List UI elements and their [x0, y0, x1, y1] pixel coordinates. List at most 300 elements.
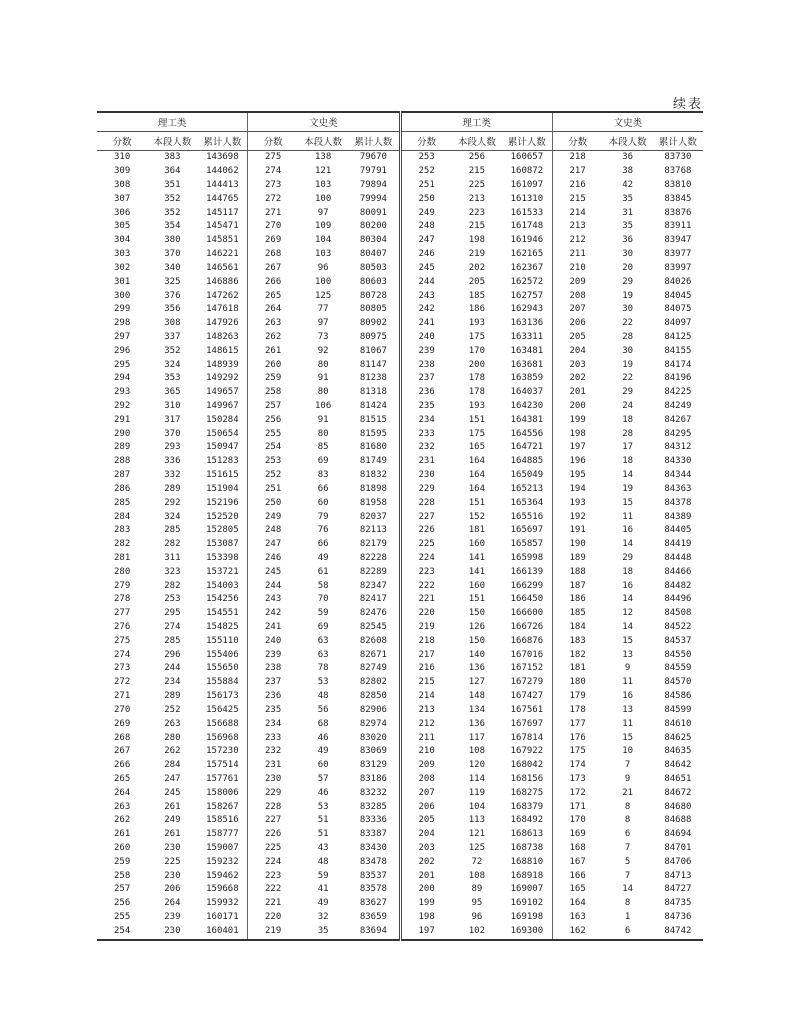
table-cell: 84727	[664, 884, 692, 895]
table-cell: 168042	[502, 759, 552, 773]
table-cell: 218	[569, 152, 586, 163]
col-count: 本段人数	[603, 132, 653, 151]
table-cell: 197	[569, 442, 586, 453]
table-cell: 238	[418, 359, 435, 370]
table-row	[402, 759, 704, 773]
table-cell: 175	[468, 428, 485, 439]
table-row	[97, 925, 399, 940]
left-group-science: 理工类	[97, 112, 248, 132]
table-cell: 203	[418, 843, 435, 854]
table-cell: 232	[264, 746, 282, 757]
table-cell: 80	[317, 387, 329, 398]
table-cell: 231	[264, 760, 282, 771]
table-row	[402, 220, 704, 234]
table-cell: 81680	[359, 442, 387, 453]
table-cell: 203	[569, 359, 586, 370]
table-cell: 206	[569, 318, 586, 329]
table-cell: 284	[164, 760, 181, 771]
table-cell: 30	[622, 249, 634, 260]
table-cell: 82228	[359, 552, 387, 563]
table-cell: 147926	[198, 317, 248, 331]
table-cell: 109	[314, 221, 332, 232]
table-row	[97, 911, 399, 925]
table-cell: 84570	[664, 677, 692, 688]
table-cell: 82289	[359, 566, 387, 577]
table-cell: 83694	[348, 925, 398, 940]
table-cell: 224	[418, 552, 435, 563]
table-row	[402, 800, 704, 814]
table-cell: 237	[418, 373, 435, 384]
table-cell: 221	[264, 898, 282, 909]
table-cell: 83578	[359, 884, 387, 895]
table-row	[97, 842, 399, 856]
table-cell: 249	[164, 815, 181, 826]
score-distribution-tables	[97, 111, 703, 941]
table-cell: 167152	[502, 662, 552, 676]
table-row	[402, 855, 704, 869]
table-row	[97, 179, 399, 193]
table-cell: 80805	[359, 304, 387, 315]
table-cell: 229	[264, 787, 282, 798]
table-cell: 354	[164, 221, 181, 232]
table-cell: 228	[264, 801, 282, 812]
table-cell: 165213	[502, 483, 552, 497]
table-cell: 84522	[664, 622, 692, 633]
table-cell: 225	[418, 539, 435, 550]
table-row	[97, 289, 399, 303]
table-cell: 164	[569, 898, 586, 909]
table-cell: 246	[418, 249, 435, 260]
table-cell: 240	[418, 331, 435, 342]
table-cell: 43	[317, 843, 329, 854]
table-cell: 79670	[359, 152, 387, 163]
table-cell: 5	[624, 856, 631, 867]
table-cell: 160657	[502, 151, 552, 165]
table-cell: 211	[569, 249, 586, 260]
table-cell: 293	[113, 387, 131, 398]
table-cell: 226	[264, 829, 282, 840]
table-cell: 8	[624, 815, 631, 826]
table-cell: 16	[622, 525, 634, 536]
table-cell: 84125	[664, 331, 692, 342]
table-cell: 336	[164, 456, 181, 467]
table-row	[402, 814, 704, 828]
table-row	[97, 773, 399, 787]
table-cell: 150284	[198, 413, 248, 427]
table-cell: 42	[622, 180, 634, 191]
table-cell: 41	[317, 884, 329, 895]
table-cell: 270	[113, 704, 131, 715]
table-cell: 205	[418, 815, 435, 826]
table-cell: 7	[624, 760, 631, 771]
table-cell: 263	[264, 318, 282, 329]
table-row	[402, 745, 704, 759]
table-cell: 226	[418, 525, 435, 536]
right-table	[402, 111, 704, 941]
table-row	[97, 427, 399, 441]
table-row	[402, 690, 704, 704]
table-cell: 257	[264, 401, 282, 412]
table-cell: 209	[418, 760, 435, 771]
table-cell: 266	[264, 276, 282, 287]
table-cell: 237	[264, 677, 282, 688]
table-cell: 165516	[502, 510, 552, 524]
table-cell: 83	[317, 470, 329, 481]
table-cell: 60	[317, 760, 329, 771]
table-cell: 364	[164, 166, 181, 177]
table-cell: 158006	[198, 786, 248, 800]
table-cell: 231	[418, 456, 435, 467]
table-row	[97, 331, 399, 345]
table-row	[97, 344, 399, 358]
table-cell: 160	[468, 539, 485, 550]
table-cell: 104	[468, 801, 485, 812]
table-cell: 29	[622, 276, 634, 287]
table-cell: 243	[418, 290, 435, 301]
table-cell: 82850	[359, 691, 387, 702]
table-cell: 175	[569, 746, 586, 757]
table-cell: 167427	[502, 690, 552, 704]
table-row	[402, 483, 704, 497]
col-score: 分数	[552, 132, 602, 151]
table-cell: 253	[264, 456, 282, 467]
table-cell: 214	[418, 691, 435, 702]
table-cell: 213	[418, 704, 435, 715]
table-row	[97, 151, 399, 165]
table-cell: 83659	[359, 912, 387, 923]
table-cell: 155110	[198, 634, 248, 648]
table-cell: 153398	[198, 552, 248, 566]
table-row	[402, 704, 704, 718]
table-cell: 82417	[359, 594, 387, 605]
table-cell: 215	[418, 677, 435, 688]
table-cell: 214	[569, 207, 586, 218]
table-row	[97, 538, 399, 552]
table-row	[402, 773, 704, 787]
table-cell: 13	[622, 704, 634, 715]
table-cell: 46	[317, 732, 329, 743]
table-cell: 168	[569, 843, 586, 854]
table-cell: 202	[468, 262, 485, 273]
table-cell: 156688	[198, 717, 248, 731]
table-cell: 223	[418, 566, 435, 577]
table-cell: 161097	[502, 179, 552, 193]
table-cell: 84537	[664, 635, 692, 646]
table-cell: 198	[468, 235, 485, 246]
table-cell: 165697	[502, 524, 552, 538]
table-cell: 149657	[198, 386, 248, 400]
table-row	[402, 400, 704, 414]
table-cell: 84267	[664, 414, 692, 425]
table-cell: 82545	[359, 622, 387, 633]
table-cell: 220	[418, 608, 435, 619]
table-cell: 147262	[198, 289, 248, 303]
table-cell: 14	[622, 470, 634, 481]
table-cell: 352	[164, 345, 181, 356]
left-group-arts: 文史类	[248, 112, 399, 132]
table-cell: 82179	[359, 539, 387, 550]
table-cell: 219	[468, 249, 485, 260]
table-cell: 161946	[502, 234, 552, 248]
table-row	[97, 814, 399, 828]
table-cell: 242	[418, 304, 435, 315]
table-cell: 58	[317, 580, 329, 591]
table-cell: 376	[164, 290, 181, 301]
table-cell: 251	[418, 180, 435, 191]
table-row	[402, 372, 704, 386]
left-table-body	[97, 151, 399, 941]
table-cell: 278	[113, 594, 131, 605]
table-cell: 275	[264, 152, 282, 163]
table-cell: 200	[418, 884, 435, 895]
table-row	[402, 925, 704, 940]
table-cell: 162165	[502, 248, 552, 262]
table-cell: 17	[622, 442, 634, 453]
table-row	[97, 303, 399, 317]
table-cell: 288	[113, 456, 131, 467]
table-cell: 261	[113, 829, 131, 840]
table-cell: 38	[622, 166, 634, 177]
table-cell: 265	[264, 290, 282, 301]
table-cell: 150947	[198, 441, 248, 455]
table-cell: 125	[314, 290, 332, 301]
table-cell: 276	[113, 622, 131, 633]
table-cell: 181	[569, 663, 586, 674]
table-cell: 147618	[198, 303, 248, 317]
table-cell: 79791	[359, 166, 387, 177]
table-cell: 299	[113, 304, 131, 315]
table-cell: 181	[468, 525, 485, 536]
table-cell: 163481	[502, 344, 552, 358]
table-cell: 84550	[664, 649, 692, 660]
table-cell: 84295	[664, 428, 692, 439]
table-cell: 306	[113, 207, 131, 218]
table-cell: 11	[622, 511, 634, 522]
table-cell: 238	[264, 663, 282, 674]
table-cell: 272	[113, 677, 131, 688]
table-cell: 11	[622, 718, 634, 729]
table-cell: 370	[164, 249, 181, 260]
table-row	[402, 303, 704, 317]
table-cell: 7	[624, 870, 631, 881]
table-cell: 84701	[664, 843, 692, 854]
table-cell: 8	[624, 801, 631, 812]
table-cell: 91	[317, 373, 329, 384]
table-cell: 165857	[502, 538, 552, 552]
table-cell: 310	[113, 152, 131, 163]
table-cell: 262	[164, 746, 181, 757]
table-cell: 162367	[502, 262, 552, 276]
table-cell: 85	[317, 442, 329, 453]
table-cell: 168738	[502, 842, 552, 856]
table-cell: 201	[569, 387, 586, 398]
table-cell: 151615	[198, 469, 248, 483]
table-cell: 84672	[664, 787, 692, 798]
table-cell: 271	[264, 207, 282, 218]
table-cell: 84713	[664, 870, 692, 881]
table-cell: 248	[264, 525, 282, 536]
table-cell: 6	[624, 829, 631, 840]
table-cell: 10	[622, 746, 634, 757]
table-row	[402, 469, 704, 483]
table-cell: 169198	[502, 911, 552, 925]
table-cell: 215	[468, 166, 485, 177]
table-cell: 352	[164, 207, 181, 218]
table-cell: 282	[164, 539, 181, 550]
table-row	[402, 538, 704, 552]
table-cell: 223	[264, 870, 282, 881]
table-cell: 160872	[502, 165, 552, 179]
table-cell: 84735	[664, 898, 692, 909]
continued-label: 续表	[672, 97, 703, 112]
table-cell: 291	[113, 414, 131, 425]
table-cell: 356	[164, 304, 181, 315]
table-cell: 235	[264, 704, 282, 715]
table-cell: 32	[317, 912, 329, 923]
table-cell: 84706	[664, 856, 692, 867]
table-cell: 127	[468, 677, 485, 688]
table-row	[97, 455, 399, 469]
table-cell: 84097	[664, 318, 692, 329]
table-cell: 206	[164, 884, 181, 895]
table-cell: 125	[468, 843, 485, 854]
table-cell: 228	[418, 497, 435, 508]
table-cell: 200	[468, 359, 485, 370]
table-cell: 166450	[502, 593, 552, 607]
table-cell: 80091	[359, 207, 387, 218]
table-cell: 183	[569, 635, 586, 646]
table-cell: 295	[113, 359, 131, 370]
table-cell: 193	[569, 497, 586, 508]
table-cell: 150	[468, 635, 485, 646]
table-cell: 163	[569, 912, 586, 923]
table-cell: 164556	[502, 427, 552, 441]
table-cell: 84651	[664, 773, 692, 784]
col-score: 分数	[402, 132, 452, 151]
table-row	[402, 234, 704, 248]
table-cell: 166299	[502, 579, 552, 593]
table-cell: 164	[468, 470, 485, 481]
table-cell: 282	[113, 539, 131, 550]
table-cell: 260	[264, 359, 282, 370]
table-cell: 248	[418, 221, 435, 232]
table-cell: 81958	[359, 497, 387, 508]
table-row	[97, 883, 399, 897]
table-cell: 169102	[502, 897, 552, 911]
table-cell: 146221	[198, 248, 248, 262]
table-cell: 209	[569, 276, 586, 287]
table-cell: 273	[264, 180, 282, 191]
table-cell: 97	[317, 318, 329, 329]
table-cell: 252	[164, 704, 181, 715]
table-cell: 168156	[502, 773, 552, 787]
table-cell: 234	[418, 414, 435, 425]
table-cell: 103	[314, 180, 332, 191]
table-cell: 242	[264, 608, 282, 619]
table-cell: 256	[468, 152, 485, 163]
table-cell: 201	[418, 870, 435, 881]
table-cell: 271	[113, 691, 131, 702]
table-row	[97, 800, 399, 814]
right-table-body	[402, 151, 704, 941]
table-cell: 352	[164, 193, 181, 204]
table-row	[402, 317, 704, 331]
table-row	[97, 524, 399, 538]
table-cell: 84389	[664, 511, 692, 522]
table-cell: 19	[622, 359, 634, 370]
table-cell: 49	[317, 746, 329, 757]
table-cell: 176	[569, 732, 586, 743]
table-cell: 223	[468, 207, 485, 218]
table-row	[97, 192, 399, 206]
table-cell: 188	[569, 566, 586, 577]
table-cell: 83810	[664, 180, 692, 191]
table-cell: 151283	[198, 455, 248, 469]
table-cell: 192	[569, 511, 586, 522]
table-cell: 244	[264, 580, 282, 591]
table-cell: 84586	[664, 691, 692, 702]
table-cell: 254	[97, 925, 147, 940]
table-cell: 18	[622, 456, 634, 467]
table-cell: 340	[164, 262, 181, 273]
table-row	[97, 234, 399, 248]
table-cell: 230	[147, 925, 197, 940]
table-cell: 216	[418, 663, 435, 674]
table-row	[402, 192, 704, 206]
table-cell: 256	[113, 898, 131, 909]
table-cell: 169300	[502, 925, 552, 940]
table-cell: 165998	[502, 552, 552, 566]
table-cell: 80	[317, 359, 329, 370]
table-row	[97, 413, 399, 427]
table-cell: 69	[317, 456, 329, 467]
table-row	[97, 510, 399, 524]
table-cell: 261	[264, 345, 282, 356]
table-cell: 241	[418, 318, 435, 329]
table-cell: 182	[569, 649, 586, 660]
table-cell: 83232	[359, 787, 387, 798]
table-cell: 82608	[359, 635, 387, 646]
table-cell: 84026	[664, 276, 692, 287]
table-cell: 164721	[502, 441, 552, 455]
table-cell: 82974	[359, 718, 387, 729]
table-cell: 261	[164, 801, 181, 812]
table-cell: 234	[164, 677, 181, 688]
table-cell: 193	[468, 318, 485, 329]
table-cell: 14	[622, 622, 634, 633]
table-cell: 247	[264, 539, 282, 550]
table-cell: 170	[569, 815, 586, 826]
table-cell: 294	[113, 373, 131, 384]
table-cell: 150654	[198, 427, 248, 441]
table-cell: 28	[622, 428, 634, 439]
table-row	[97, 552, 399, 566]
table-cell: 222	[418, 580, 435, 591]
table-cell: 80902	[359, 318, 387, 329]
table-cell: 83768	[664, 166, 692, 177]
table-row	[402, 717, 704, 731]
table-cell: 159232	[198, 855, 248, 869]
table-cell: 79894	[359, 180, 387, 191]
table-cell: 144062	[198, 165, 248, 179]
table-cell: 243	[264, 594, 282, 605]
col-cumulative: 累计人数	[502, 132, 552, 151]
table-row	[97, 358, 399, 372]
table-cell: 81147	[359, 359, 387, 370]
table-row	[402, 565, 704, 579]
table-cell: 121	[314, 166, 332, 177]
table-cell: 140	[468, 649, 485, 660]
